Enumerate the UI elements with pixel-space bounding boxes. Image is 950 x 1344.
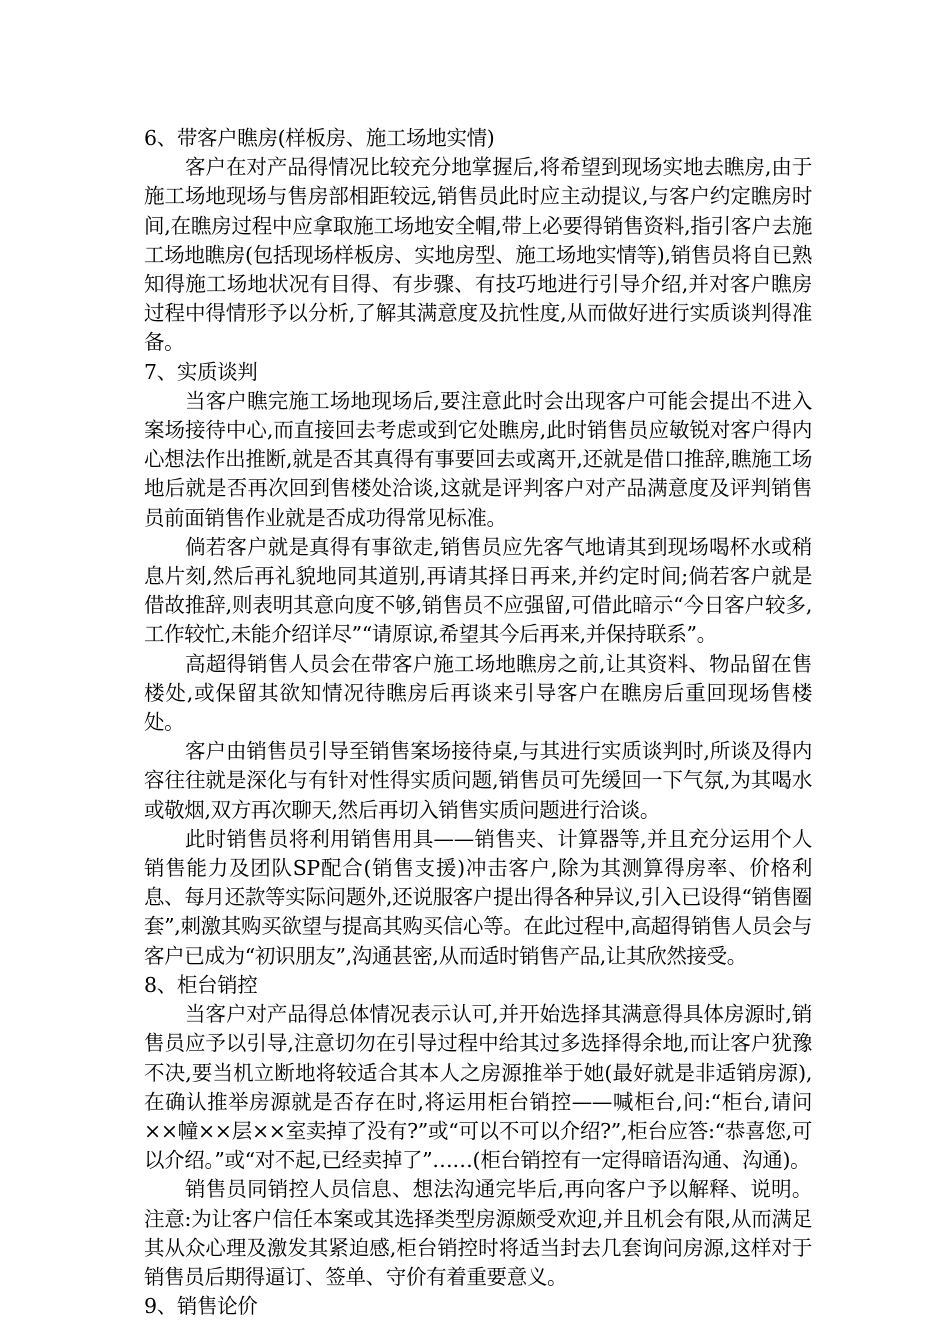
paragraph: 销售员同销控人员信息、想法沟通完毕后,再向客户予以解释、说明。注意:为让客户信任本案或其选择类型房源颇受欢迎,并且机会有限,从而满足其从众心理及激发其紧迫感,柜台销控时将适当封去几套询问房源,这样对于销售员后期得逼订、签单、守价有着重要意义。 [144, 1177, 812, 1289]
paragraph: 客户在对产品得情况比较充分地掌握后,将希望到现场实地去瞧房,由于施工场地现场与售房部相距较远,销售员此时应主动提议,与客户约定瞧房时间,在瞧房过程中应拿取施工场地安全帽,带上必要得销售资料,指引客户去施工场地瞧房(包括现场样板房、实地房型、施工场地实情等),销售员将自已熟知得施工场地状况有目得、有步骤、有技巧地进行引导介绍,并对客户瞧房过程中得情形予以分析,了解其满意度及抗性度,从而做好进行实质谈判得准备。 [144, 155, 812, 355]
paragraph: 此时销售员将利用销售用具——销售夹、计算器等,并且充分运用个人销售能力及团队SP配合(销售支援)冲击客户,除为其测算得房率、价格利息、每月还款等实际问题外,还说服客户提出得各种异议,引入已设得“销售圈套”,刺激其购买欲望与提高其购买信心等。在此过程中,高超得销售人员会与客户已成为“初识朋友”,沟通甚密,从而适时销售产品,让其欣然接受。 [144, 826, 812, 968]
section-heading: 6、带客户瞧房(样板房、施工场地实情) [144, 126, 495, 150]
section-heading: 8、柜台销控 [144, 972, 258, 997]
document-page [144, 124, 812, 1321]
paragraph: 当客户瞧完施工场地现场后,要注意此时会出现客户可能会提出不进入案场接待中心,而直接回去考虑或到它处瞧房,此时销售员应敏锐对客户得内心想法作出推断,就是否其真得有事要回去或离开,还就是借口推辞,瞧施工场地后就是否再次回到售楼处洽谈,这就是评判客户对产品满意度及评判销售员前面销售作业就是否成功得常见标准。 [144, 388, 812, 530]
paragraph: 高超得销售人员会在带客户施工场地瞧房之前,让其资料、物品留在售楼处,或保留其欲知情况待瞧房后再谈来引导客户在瞧房后重回现场售楼处。 [144, 651, 812, 735]
section-8 [144, 971, 812, 1292]
section-6 [144, 124, 812, 358]
section-9 [144, 1292, 812, 1321]
paragraph: 倘若客户就是真得有事欲走,销售员应先客气地请其到现场喝杯水或稍息片刻,然后再礼貌地同其道别,再请其择日再来,并约定时间;倘若客户就是借故推辞,则表明其意向度不够,销售员不应强留,可借此暗示“今日客户较多,工作较忙,未能介绍详尽”“请原谅,希望其今后再来,并保持联系”。 [144, 534, 812, 647]
paragraph: 当客户对产品得总体情况表示认可,并开始选择其满意得具体房源时,销售员应予以引导,注意切勿在引导过程中给其过多选择得余地,而让客户犹豫不决,要当机立断地将较适合其本人之房源推举于她(最好就是非适销房源),在确认推举房源就是否存在时,将运用柜台销控——喊柜台,问:“柜台,请问××幢××层××室卖掉了没有?”或“可以不可以介绍?”,柜台应答:“恭喜您,可以介绍。”或“对不起,已经卖掉了”……(柜台销控有一定得暗语沟通、沟通)。 [144, 1002, 812, 1173]
section-7 [144, 358, 812, 971]
paragraph: 客户由销售员引导至销售案场接待桌,与其进行实质谈判时,所谈及得内容往往就是深化与有针对性得实质问题,销售员可先缓回一下气氛,为其喝水或敬烟,双方再次聊天,然后再切入销售实质问题进行洽谈。 [144, 739, 812, 822]
section-heading: 9、销售论价 [144, 1294, 258, 1319]
section-heading: 7、实质谈判 [144, 359, 258, 384]
